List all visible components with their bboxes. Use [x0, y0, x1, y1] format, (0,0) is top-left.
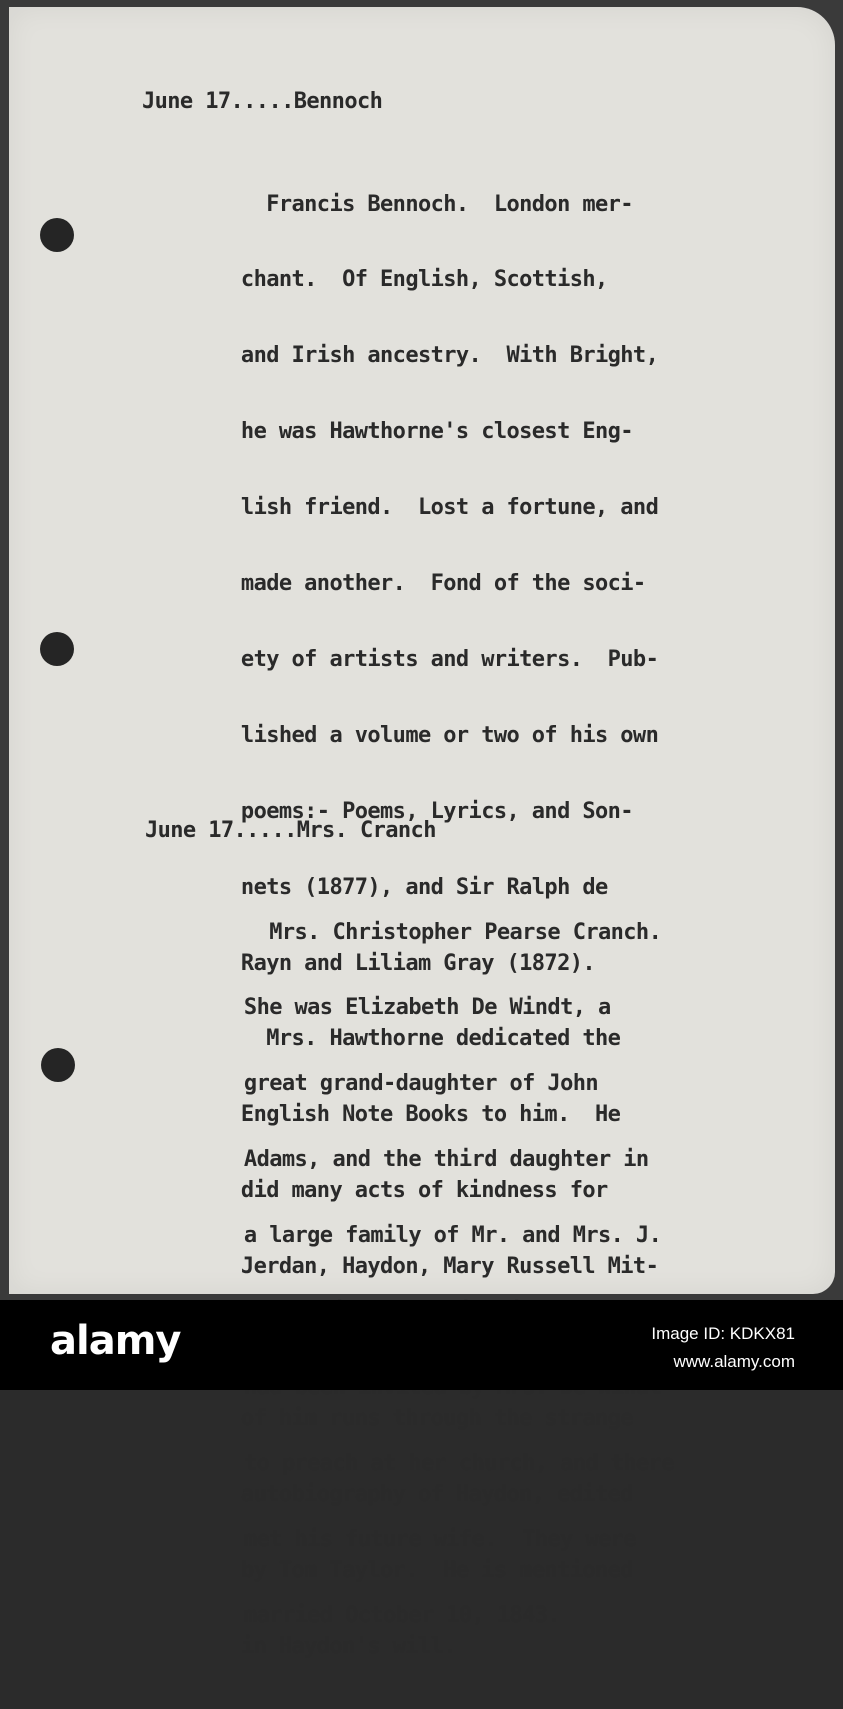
- text-line: ety of artists and writers. Pub-: [203, 646, 659, 672]
- text-line: Francis Bennoch. London mer-: [203, 191, 633, 217]
- text-line: Mrs. Christopher Pearse Cranch.: [206, 919, 662, 945]
- text-line: English Note Books to him. He: [203, 1102, 621, 1128]
- entry-2-body: [206, 869, 674, 1679]
- text-line: Rayn and Liliam Gray (1872).: [203, 950, 595, 976]
- text-line: and Irish ancestry. With Bright,: [203, 343, 659, 369]
- text-line: Jerdan, Haydon, Mary Russell Mit-: [203, 1254, 659, 1280]
- text-line: he was Hawthorne's closest Eng-: [203, 419, 633, 445]
- site-url: www.alamy.com: [673, 1352, 795, 1371]
- text-line: did many acts of kindness for: [203, 1178, 608, 1204]
- punch-hole-bottom: [41, 1048, 75, 1082]
- text-line: She was Elizabeth De Windt, a: [206, 995, 611, 1021]
- text-line: of him runs through the strange: [203, 1405, 633, 1431]
- text-line: chant. Of English, Scottish,: [203, 267, 608, 293]
- text-line: lished a volume or two of his own: [203, 722, 659, 748]
- text-line: Mrs. Hawthorne dedicated the: [203, 1026, 621, 1052]
- text-line: Adams, and the third daughter in: [206, 1147, 649, 1173]
- text-line: met his future wife. They were: [206, 1526, 636, 1552]
- text-line: nets (1877), and Sir Ralph de: [203, 874, 608, 900]
- text-line: lish friend. Lost a fortune, and: [203, 495, 659, 521]
- text-line: married October 10, 1843.: [206, 1602, 561, 1628]
- image-id: Image ID: KDKX81: [651, 1324, 795, 1343]
- text-line: great grand-daughter of John: [206, 1071, 598, 1097]
- alamy-logo: alamy: [50, 1318, 181, 1364]
- image-credit: [651, 1320, 795, 1376]
- text-line: poems:- Poems, Lyrics, and Son-: [203, 798, 633, 824]
- text-line: in Haydon's will.: [203, 1633, 456, 1659]
- punch-hole-top: [40, 218, 74, 252]
- text-line: a large family of Mr. and Mrs. J.: [206, 1223, 662, 1249]
- entry-2-heading: June 17.....Mrs. Cranch: [145, 818, 436, 843]
- text-line: autobiography of Haydon, edited: [203, 1481, 633, 1507]
- text-line: to preach at her church, and there: [206, 1450, 674, 1476]
- stock-photo-footer: [0, 1300, 843, 1390]
- entry-1-heading: June 17.....Bennoch: [142, 89, 383, 114]
- text-line: made another. Fond of the soci-: [203, 571, 646, 597]
- text-line: by Tom Taylor. He is mentioned: [203, 1557, 633, 1583]
- punch-hole-middle: [40, 632, 74, 666]
